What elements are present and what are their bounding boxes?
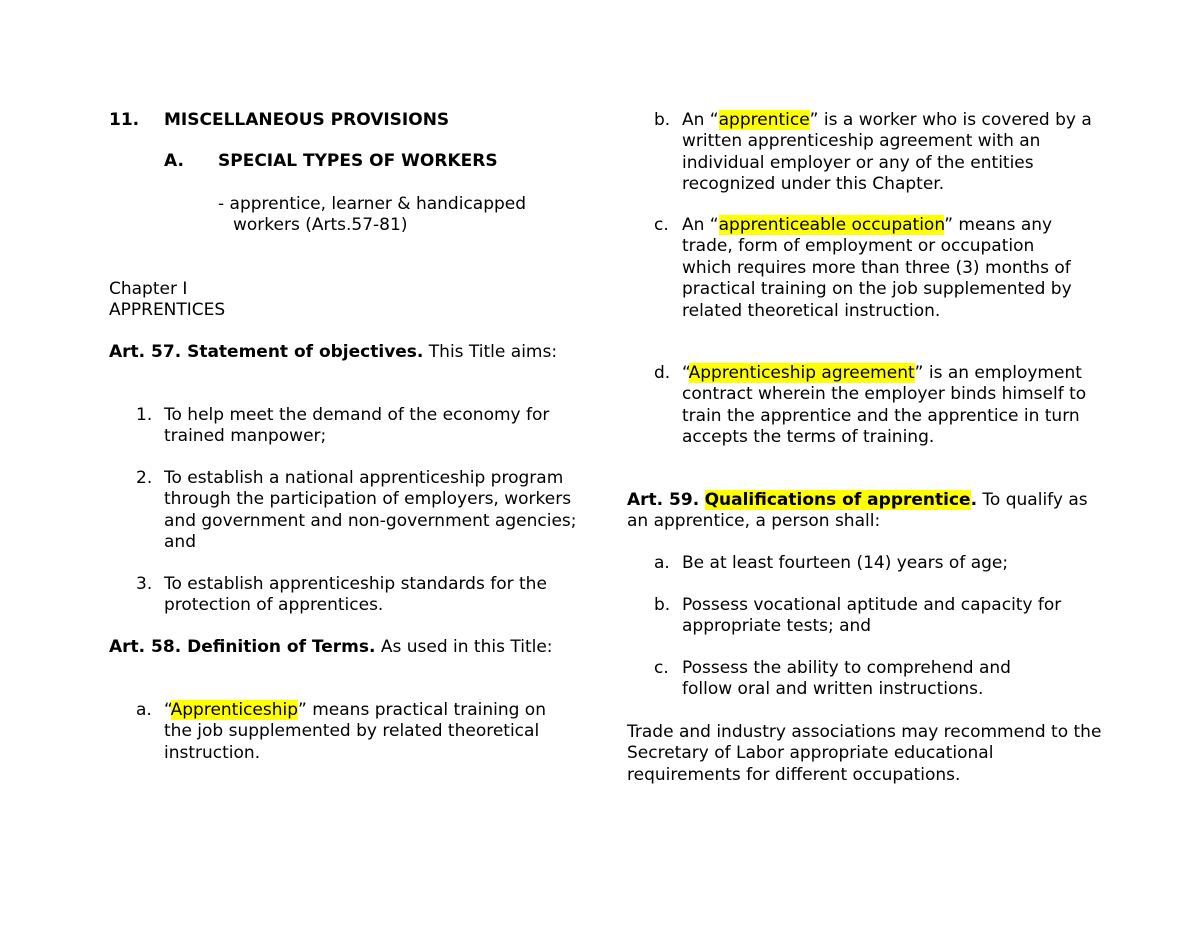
list-item (109, 574, 589, 617)
list-marker: c. (654, 658, 669, 678)
highlighted-term: apprenticeable occupation (718, 215, 945, 235)
list-item-text: To help meet the demand of the economy for trained manpower; (164, 405, 550, 447)
list-marker: 1. (136, 405, 153, 425)
highlighted-term: Apprenticeship (170, 700, 299, 720)
subsection-letter: A. (164, 151, 184, 171)
definition-lead: An “ (682, 110, 719, 130)
definition-item (109, 700, 554, 764)
definition-item (627, 363, 1107, 449)
chapter-label: Chapter I (109, 279, 188, 299)
art59-title: Qualifications of apprentice (704, 490, 971, 510)
art59-text: To qualify as an apprentice, a person shall: (627, 490, 1088, 532)
definition-text: ” is a worker who is covered by a written apprenticeship agreement with an individual employer or any of the entities recognized under this Chapter. (682, 110, 1092, 195)
art59-paragraph (627, 490, 1107, 533)
quote-open: “ (682, 363, 689, 383)
chapter-title: APPRENTICES (109, 300, 226, 321)
highlighted-term: apprentice (718, 110, 810, 130)
closing-paragraph (627, 722, 1107, 786)
list-marker: a. (136, 700, 152, 720)
definition-text: ” is an employment contract wherein the employer binds himself to train the apprentice and the apprentice in turn accepts the terms of training. (682, 363, 1087, 448)
list-item-text: To establish apprenticeship standards for the protection of apprentices. (164, 574, 547, 616)
section-number: 11. (109, 110, 140, 130)
closing-text: Trade and industry associations may recommend to the Secretary of Labor appropriate educational requirements for different occupations. (627, 722, 1102, 785)
art57-text: This Title aims: (423, 342, 558, 362)
section-title: MISCELLANEOUS PROVISIONS (164, 110, 450, 130)
list-marker: d. (654, 363, 671, 383)
list-item (627, 658, 1107, 701)
list-item-text: Possess the ability to comprehend and follow oral and written instructions. (682, 658, 1011, 700)
art57-title: Art. 57. Statement of objectives. (109, 342, 424, 362)
definition-lead: An “ (682, 215, 719, 235)
art57-paragraph (109, 342, 589, 363)
list-item-text: Be at least fourteen (14) years of age; (682, 553, 1009, 573)
art58-text: As used in this Title: (375, 637, 553, 657)
list-item-text: Possess vocational aptitude and capacity for appropriate tests; and (682, 595, 1062, 637)
list-marker: 2. (136, 468, 153, 488)
worker-types-line-1: - apprentice, learner & handicapped (218, 194, 527, 214)
quote-open: “ (164, 700, 171, 720)
art58-paragraph (109, 637, 589, 658)
worker-types-note (218, 194, 598, 237)
list-item (627, 595, 1107, 638)
definition-text: ” means practical training on the job supplemented by related theoretical instruction. (164, 700, 546, 763)
subsection-title: SPECIAL TYPES OF WORKERS (218, 151, 498, 171)
list-marker: b. (654, 595, 671, 615)
list-marker: a. (654, 553, 670, 573)
art58-title: Art. 58. Definition of Terms. (109, 637, 376, 657)
list-item-text: To establish a national apprenticeship program through the participation of employers, workers and government and non-government agencies; and (164, 468, 577, 553)
highlighted-term: Apprenticeship agreement (688, 363, 915, 383)
art59-number: Art. 59. (627, 490, 700, 510)
list-marker: c. (654, 215, 669, 235)
subsection-heading (164, 151, 644, 172)
definition-item (627, 215, 1107, 322)
worker-types-line-2: workers (Arts.57-81) (233, 215, 408, 236)
art59-period: . (970, 490, 978, 510)
list-marker: b. (654, 110, 671, 130)
list-item (109, 405, 589, 448)
list-item (109, 468, 589, 554)
section-heading (109, 110, 589, 131)
definition-item (627, 110, 1107, 196)
definition-text: ” means any trade, form of employment or occupation which requires more than three (3) months of practical training on the job supplemented by related theoretical instruction. (682, 215, 1072, 321)
list-marker: 3. (136, 574, 153, 594)
list-item (627, 553, 1107, 574)
chapter-heading (109, 279, 589, 322)
